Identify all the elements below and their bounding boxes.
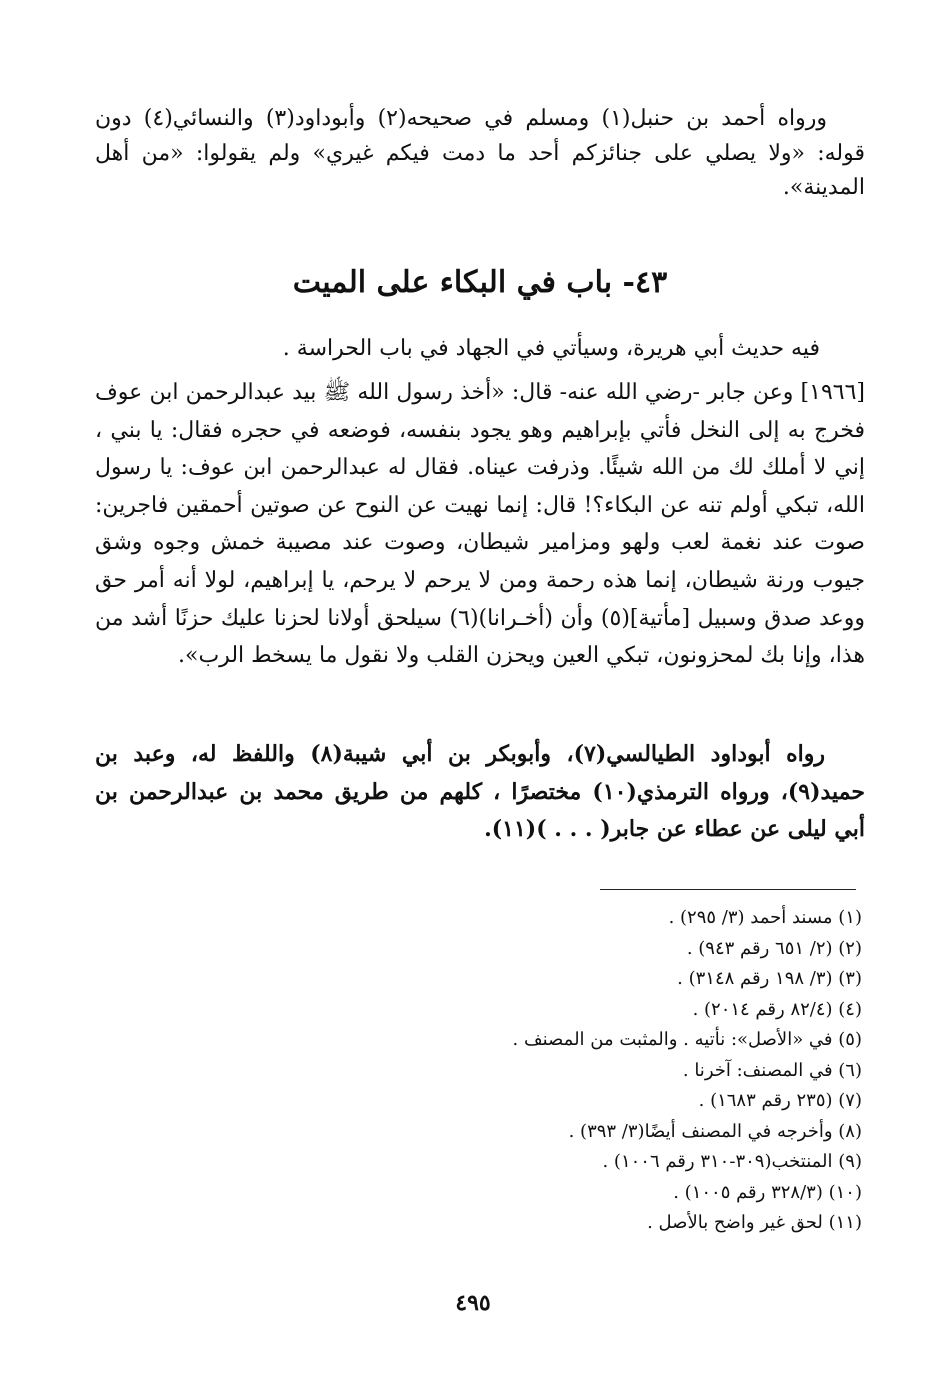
intro-paragraph	[95, 102, 865, 206]
hadith-text: [١٩٦٦] وعن جابر -رضي الله عنه- قال: «أخذ رسول الله ﷺ بيد عبدالرحمن ابن عوف فخرج به إلى النخل فأتي بإبراهيم وهو يجود بنفسه، فوضعه في حجره فقال: يا بني ، إني لا أملك لك من الله شيئًا. وذرفت عيناه. فقال له عبدالرحمن ابن عوف: يا رسول الله، تبكي أولم تنه عن البكاء؟! قال: إنما نهيت عن النوح عن صوتين أحمقين فاجرين: صوت عند نغمة لعب ولهو ومزامير شيطان، وصوت عند مصيبة خمش وجوه وشق جيوب ورنة شيطان، إنما هذه رحمة ومن لا يرحم لا يرحم، يا إبراهيم، لولا أنه أمر حق ووعد صدق وسبيل [مأتية](٥) وأن (أخـرانا)(٦) سيلحق أولانا لحزنا عليك حزنًا أشد من هذا، وإنا بك لمحزونون، تبكي العين ويحزن القلب ولا نقول ما يسخط الرب».	[95, 380, 865, 669]
footnote-item: (١١) لحق غير واضح بالأصل .	[647, 1212, 862, 1233]
footnote-item: (٩) المنتخب(٣٠٩-٣١٠ رقم ١٠٠٦) .	[602, 1151, 862, 1172]
footnote-item: (٢) (٢/ ٦٥١ رقم ٩٤٣) .	[686, 937, 862, 959]
footnote-item: (٥) في «الأصل»: نأتيه . والمثبت من المصنف .	[512, 1029, 862, 1050]
page-number: ٤٩٥	[455, 1290, 491, 1316]
footnote-item: (٤) (٨٢/٤ رقم ٢٠١٤) .	[692, 998, 862, 1020]
footnote-item: (٦) في المصنف: آخرنا .	[682, 1059, 862, 1081]
footnote-item: (٨) وأخرجه في المصنف أيضًا(٣/ ٣٩٣) .	[568, 1120, 862, 1142]
chapter-note	[95, 332, 865, 367]
hadith-paragraph	[95, 374, 865, 675]
footnote-item: (١٠) (٣٢٨/٣ رقم ١٠٠٥) .	[673, 1181, 862, 1203]
chapter-note-text: فيه حديث أبي هريرة، وسيأتي في الجهاد في باب الحراسة .	[282, 336, 820, 361]
narration-paragraph	[95, 736, 865, 849]
footnotes-list	[262, 903, 862, 1239]
footnote-divider	[600, 889, 856, 890]
footnote-item: (٧) (٢٣٥ رقم ١٦٨٣) .	[698, 1090, 862, 1111]
footnote-item: (٣) (٣/ ١٩٨ رقم ٣١٤٨) .	[677, 968, 862, 989]
footnote-item: (١) مسند أحمد (٣/ ٢٩٥) .	[668, 907, 862, 928]
intro-text: ورواه أحمد بن حنبل(١) ومسلم في صحيحه(٢) وأبوداود(٣) والنسائي(٤) دون قوله: «ولا يصلي على جنائزكم أحد ما دمت فيكم غيري» ولم يقولوا: «من أهل المدينة».	[95, 106, 865, 200]
narration-text: رواه أبوداود الطيالسي(٧)، وأبوبكر بن أبي شيبة(٨) واللفظ له، وعبد بن حميد(٩)، ورواه الترمذي(١٠) مختصرًا ، كلهم من طريق محمد بن عبدالرحمن بن أبي ليلى عن عطاء عن جابر( . . . )(١١).	[95, 741, 865, 843]
chapter-heading: ٤٣- باب في البكاء على الميت	[292, 265, 668, 300]
